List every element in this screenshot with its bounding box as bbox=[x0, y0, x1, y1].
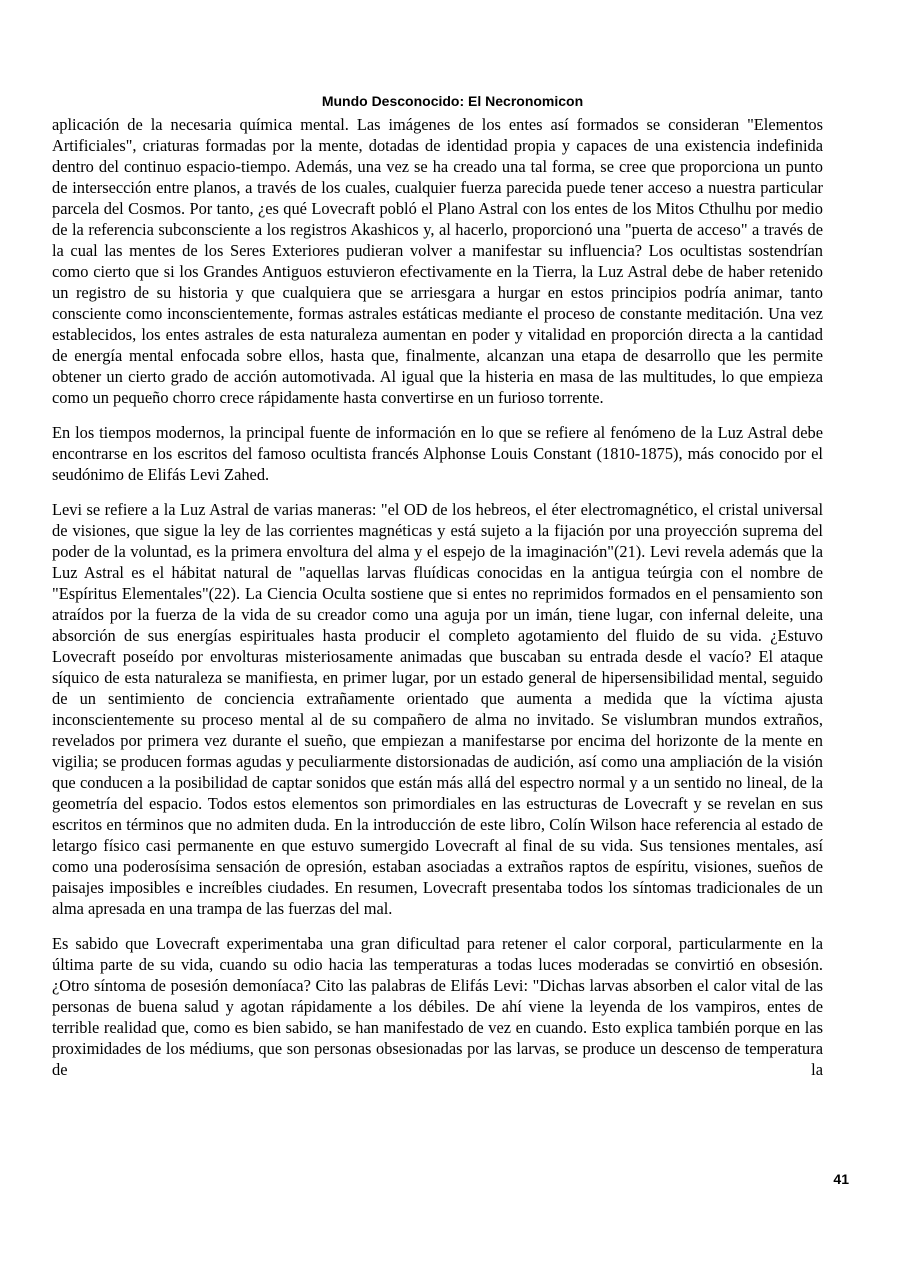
running-header: Mundo Desconocido: El Necronomicon bbox=[321, 93, 584, 109]
paragraph-1: aplicación de la necesaria química mental. Las imágenes de los entes así formados se consideran "Elementos Artificiales", criaturas formadas por la mente, dotadas de identidad propia y capaces de una existencia indefinida dentro del continuo espacio-tiempo. Además, una vez se ha creado una tal forma, se cree que proporciona un punto de intersección entre planos, a través de los cuales, cualquier fuerza parecida puede tener acceso a nuestra particular parcela del Cosmos. Por tanto, ¿es qué Lovecraft pobló el Plano Astral con los entes de los Mitos Cthulhu por medio de la referencia subconsciente a los registros Akashicos y, al hacerlo, proporcionó una "puerta de acceso" a través de la cual las mentes de los Seres Exteriores pudieran volver a manifestar su influencia? Los ocultistas sostendrían como cierto que si los Grandes Antiguos estuvieron efectivamente en la Tierra, la Luz Astral debe de haber retenido un registro de su historia y que cualquiera que se arriesgara a hurgar en estos principios podría animar, tanto consciente como inconscientemente, formas astrales estáticas mediante el proceso de constante meditación. Una vez establecidos, los entes astrales de esta naturaleza aumentan en poder y vitalidad en proporción directa a la cantidad de energía mental enfocada sobre ellos, hasta que, finalmente, alcanzan una etapa de desarrollo que les permite obtener un cierto grado de acción automotivada. Al igual que la histeria en masa de las multitudes, lo que empieza como un pequeño chorro crece rápidamente hasta convertirse en un furioso torrente. bbox=[52, 115, 823, 407]
body-text bbox=[52, 114, 823, 1094]
paragraph-4: Es sabido que Lovecraft experimentaba una gran dificultad para retener el calor corporal, particularmente en la última parte de su vida, cuando su odio hacia las temperaturas a todas luces moderadas se convirtió en obsesión. ¿Otro síntoma de posesión demoníaca? Cito las palabras de Elifás Levi: "Dichas larvas absorben el calor vital de las personas de buena salud y agotan rápidamente a los débiles. De ahí viene la leyenda de los vampiros, entes de terrible realidad que, como es bien sabido, se han manifestado de vez en cuando. Esto explica también porque en las proximidades de los médiums, que son personas obsesionadas por las larvas, se produce un descenso de temperatura de la bbox=[52, 934, 823, 1079]
paragraph-2: En los tiempos modernos, la principal fuente de información en lo que se refiere al fenómeno de la Luz Astral debe encontrarse en los escritos del famoso ocultista francés Alphonse Louis Constant (1810-1875), más conocido por el seudónimo de Elifás Levi Zahed. bbox=[52, 423, 823, 484]
paragraph-3: Levi se refiere a la Luz Astral de varias maneras: "el OD de los hebreos, el éter electromagnético, el cristal universal de visiones, que sigue la ley de las corrientes magnéticas y está sujeto a la fijación por una proyección suprema del poder de la voluntad, es la primera envoltura del alma y el espejo de la imaginación"(21). Levi revela además que la Luz Astral es el hábitat natural de "aquellas larvas fluídicas conocidas en la antigua teúrgia con el nombre de "Espíritus Elementales"(22). La Ciencia Oculta sostiene que si entes no reprimidos formados en el pensamiento son atraídos por la fuerza de la vida de su creador como una aguja por un imán, tiene lugar, con infernal deleite, una absorción de sus energías espirituales hasta producir el completo agotamiento del fluido de su vida. ¿Estuvo Lovecraft poseído por envolturas misteriosamente animadas que buscaban su entrada desde el vacío? El ataque síquico de esta naturaleza se manifiesta, en primer lugar, por un estado general de hipersensibilidad mental, seguido de un sentimiento de conciencia extrañamente orientado que aumenta a medida que la víctima ajusta inconscientemente su proceso mental al de su compañero de alma no invitado. Se vislumbran mundos extraños, revelados por primera vez durante el sueño, que empiezan a manifestarse por encima del horizonte de la mente en vigilia; se producen formas agudas y peculiarmente distorsionadas de audición, así como una ampliación de la visión que conducen a la posibilidad de captar sonidos que están más allá del espectro normal y a un sentido no lineal, de la geometría del espacio. Todos estos elementos son primordiales en las estructuras de Lovecraft y se revelan en sus escritos en términos que no admiten duda. En la introducción de este libro, Colín Wilson hace referencia al estado de letargo físico casi permanente en que estuvo sumergido Lovecraft al final de su vida. Sus tensiones mentales, así como una poderosísima sensación de opresión, estaban asociadas a extraños raptos de espíritu, visiones, sueños de paisajes imposibles e increíbles ciudades. En resumen, Lovecraft presentaba todos los síntomas tradicionales de un alma apresada en una trampa de las fuerzas del mal. bbox=[52, 500, 823, 918]
page-number: 41 bbox=[833, 1171, 849, 1187]
